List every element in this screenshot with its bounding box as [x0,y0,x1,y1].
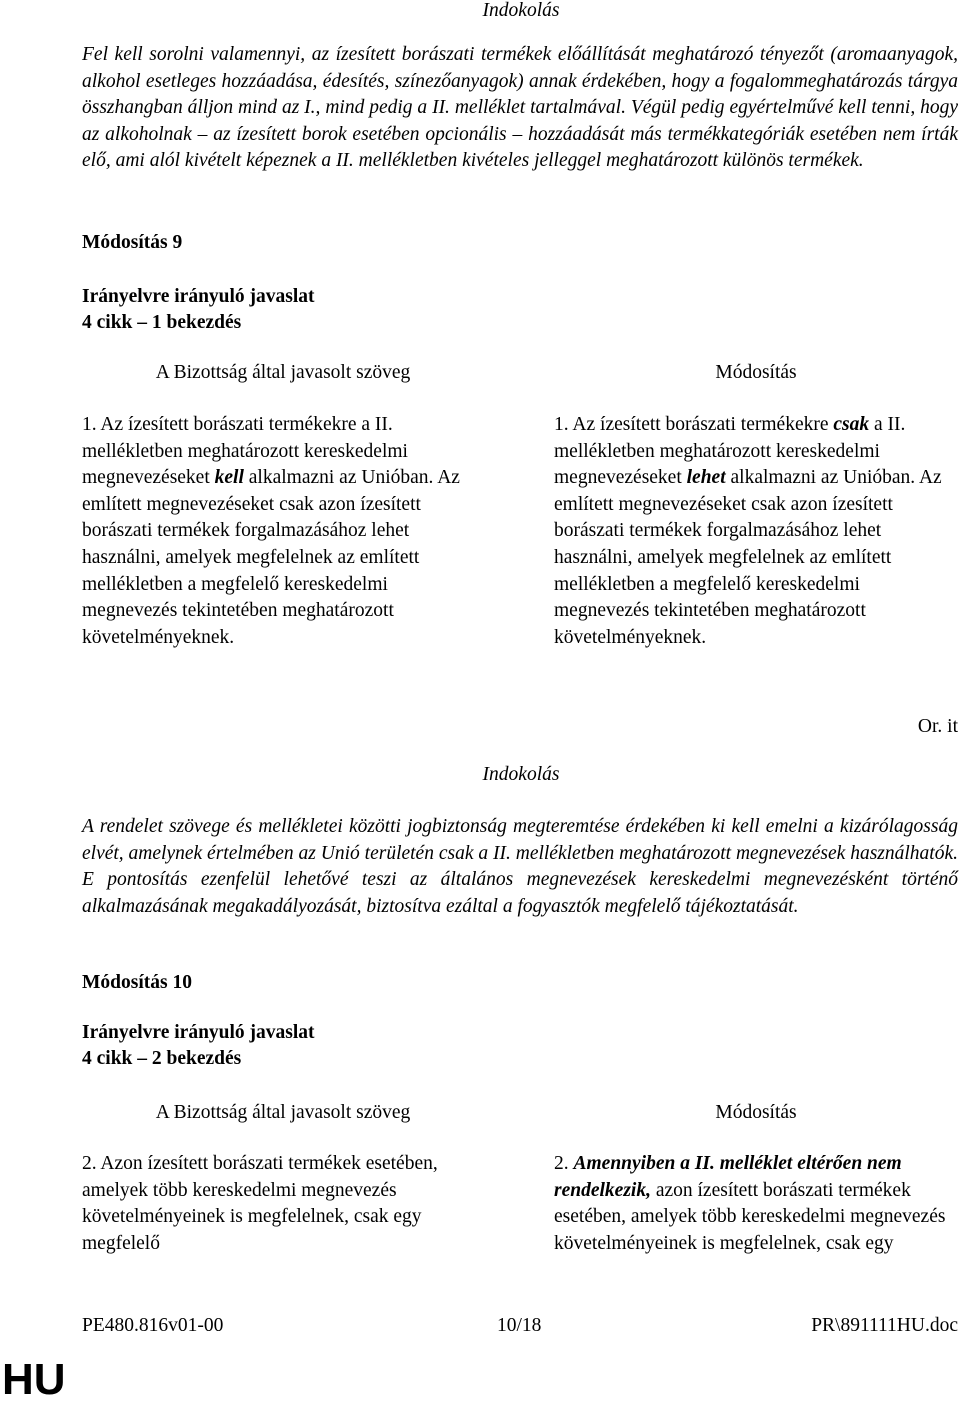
text-segment: azon ízesített borászati termékek esetében, amelyek több kereskedelmi megnevezés követelményeinek is megfelelnek, csak egy [554,1179,946,1254]
amendment-9-commission-text [82,412,484,651]
amendment-9-amended-text [554,412,958,651]
text-segment: 1. Az ízesített borászati termékekre a II. mellékletben meghatározott kereskedelmi megnevezéseket [82,414,408,489]
amendment-9-proposal: Irányelvre irányuló javaslat [82,286,315,307]
amendment-10-commission-text [82,1151,452,1257]
justification-heading-2: Indokolás [482,764,560,785]
amendment-10-commission-header: A Bizottság által javasolt szöveg [155,1102,411,1123]
amendment-10-title: Módosítás 10 [82,972,192,993]
highlighted-change: kell [214,467,244,489]
highlighted-change: csak [833,414,870,435]
footer-file-name: PR\891111HU.doc [811,1315,958,1336]
amendment-10-article: 4 cikk – 2 bekezdés [82,1048,242,1069]
justification-text-2: A rendelet szövege és mellékletei közötti jogbiztonság megteremtése érdekében ki kell emelni a kizárólagosság elvét, amelynek értelmében az Unió területén csak a II. mellékletben meghatározott megnevezések használhatók. E pontosítás ezenfelül lehetővé teszi az általános megnevezések kereskedelmi megnevezésként történő alkalmazásának megakadályozását, biztosítva ezáltal a fogyasztók megfelelő tájékoztatását. [82,816,958,917]
footer-page-number: 10/18 [497,1315,542,1336]
justification-heading: Indokolás [482,0,560,21]
amendment-10-proposal: Irányelvre irányuló javaslat [82,1022,315,1043]
amendment-9-title: Módosítás 9 [82,232,183,253]
text-segment: 2. [554,1153,574,1174]
amendment-9-amendment-header: Módosítás [715,362,797,383]
amendment-9-article: 4 cikk – 1 bekezdés [82,312,242,333]
amendment-9-commission-header: A Bizottság által javasolt szöveg [155,362,411,383]
amendment-10-amendment-header: Módosítás [715,1102,797,1123]
text-segment: alkalmazni az Unióban. Az említett megnevezéseket csak azon ízesített borászati termékek forgalmazásához lehet használni, amelyek megfelelnek az említett mellékletben a megfelelő kereskedelmi megnevezés tekintetében meghatározott követelményeknek. [554,467,942,648]
text-segment: 2. Azon ízesített borászati termékek esetében, amelyek több kereskedelmi megnevezés követelményeinek is megfelelnek, csak egy megfelelő [82,1153,438,1254]
text-segment: 1. Az ízesített borászati termékekre [554,414,834,435]
amendment-10-amended-text [554,1151,958,1257]
text-segment: alkalmazni az Unióban. Az említett megnevezéseket csak azon ízesített borászati termékek forgalmazásához lehet használni, amelyek megfelelnek az említett mellékletben a megfelelő kereskedelmi megnevezés tekintetében meghatározott követelményeknek. [82,467,460,648]
highlighted-change: Amennyiben a II. melléklet eltérően nem rendelkezik, [554,1153,902,1201]
highlighted-change: lehet [686,467,726,489]
original-language: Or. it [917,716,958,737]
justification-text: Fel kell sorolni valamennyi, az ízesített borászati termékek előállítását meghatározó tényezőt (aromaanyagok, alkohol esetleges hozzáadása, édesítés, színezőanyagok) annak érdekében, hogy a fogalommeghatározás tárgya összhangban álljon mind az I., mind pedig a II. melléklet tartalmával. Végül pedig egyértelművé kell tenni, hogy az alkoholnak – az ízesített borok esetében opcionális – hozzáadását más termékkategóriák esetében nem írták elő, ami alól kivételt képeznek a II. mellékletben kivételes jelleggel meghatározott különös termékek. [82,44,958,172]
footer-doc-ref: PE480.816v01-00 [82,1315,224,1336]
footer-language-code: HU [2,1355,66,1404]
text-segment: a II. mellékletben meghatározott kereskedelmi megnevezéseket [554,414,906,489]
